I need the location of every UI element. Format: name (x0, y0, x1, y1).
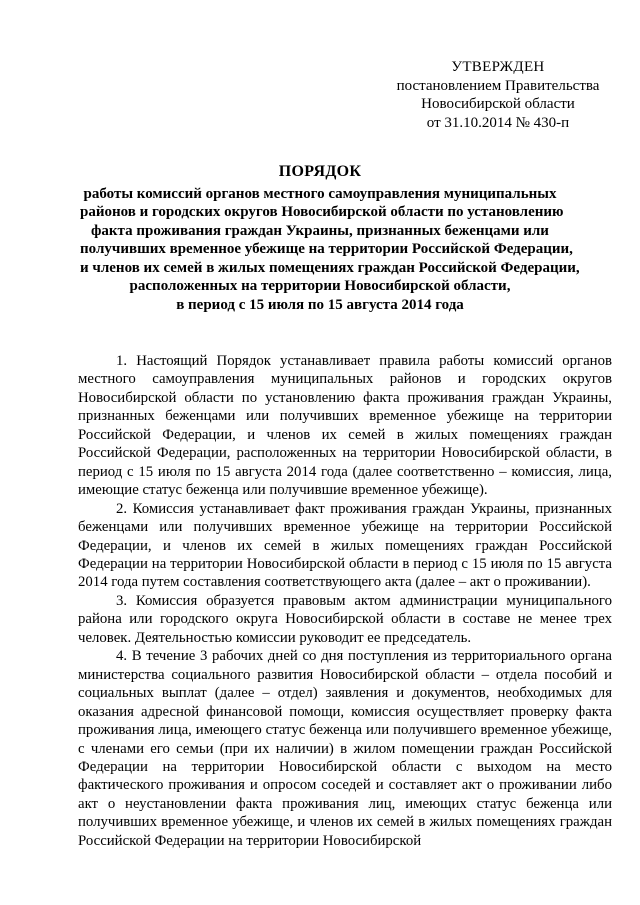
document-body (78, 352, 612, 850)
document-title-block (80, 163, 580, 314)
paragraph-3: 3. Комиссия образуется правовым актом администрации муниципального района или городского округа Новосибирской области в составе не менее трех человек. Деятельностью комиссии руководит ее председатель. (78, 592, 612, 646)
approval-line-2: Новосибирской области (421, 96, 575, 112)
paragraph-2: 2. Комиссия устанавливает факт проживания граждан Украины, признанных беженцами или получивших временное убежище на территории Российской Федерации, и членов их семей в жилых помещениях граждан Российской Федерации на территории Новосибирской области в период с 15 июля по 15 августа 2014 года путем составления соответствующего акта (далее – акт о проживании). (78, 500, 612, 591)
title-subline-5: и членов их семей в жилых помещениях граждан Российской Федерации, (80, 259, 580, 276)
approval-line-1: постановлением Правительства (396, 77, 600, 94)
title-subline-3: факта проживания граждан Украины, признанных беженцами или (91, 222, 549, 239)
title-subline-7: в период с 15 июля по 15 августа 2014 года (176, 296, 464, 313)
title-subline-4: получивших временное убежище на территории Российской Федерации, (80, 241, 573, 257)
document-title: ПОРЯДОК (278, 163, 362, 180)
approval-heading: УТВЕРЖДЕН (451, 59, 545, 75)
paragraph-1: 1. Настоящий Порядок устанавливает правила работы комиссий органов местного самоуправления муниципальных районов и городских округов Новосибирской области по установлению факта проживания граждан Украины, признанных беженцами или получивших временное убежище на территории Российской Федерации, и членов их семей в жилых помещениях граждан Российской Федерации, расположенных на территории Новосибирской области, в период с 15 июля по 15 августа 2014 года (далее соответственно – комиссия, лица, имеющие статус беженца или получившие временное убежище). (78, 353, 612, 499)
title-subline-1: работы комиссий органов местного самоуправления муниципальных (83, 185, 557, 202)
approval-stamp (388, 58, 608, 132)
paragraph-4: 4. В течение 3 рабочих дней со дня поступления из территориального органа министерства социального развития Новосибирской области – отдела пособий и социальных выплат (далее – отдел) заявления и документов, необходимых для оказания адресной финансовой помощи, комиссия осуществляет проверку факта проживания лица, имеющего статус беженца или получившего временное убежище, с членами его семьи (при их наличии) в жилом помещении граждан Российской Федерации на территории Новосибирской области с выходом на место фактического проживания и опросом соседей и составляет акт о проживании либо акт о неустановлении факта проживания лиц, имеющих статус беженца или получивших временное убежище, и членов их семей в жилых помещениях граждан Российской Федерации на территории Новосибирской (78, 648, 612, 849)
title-subline-2: районов и городских округов Новосибирской области по установлению (80, 204, 564, 220)
approval-line-3: от 31.10.2014 № 430-п (426, 114, 570, 131)
title-subline-6: расположенных на территории Новосибирской области, (129, 278, 511, 294)
